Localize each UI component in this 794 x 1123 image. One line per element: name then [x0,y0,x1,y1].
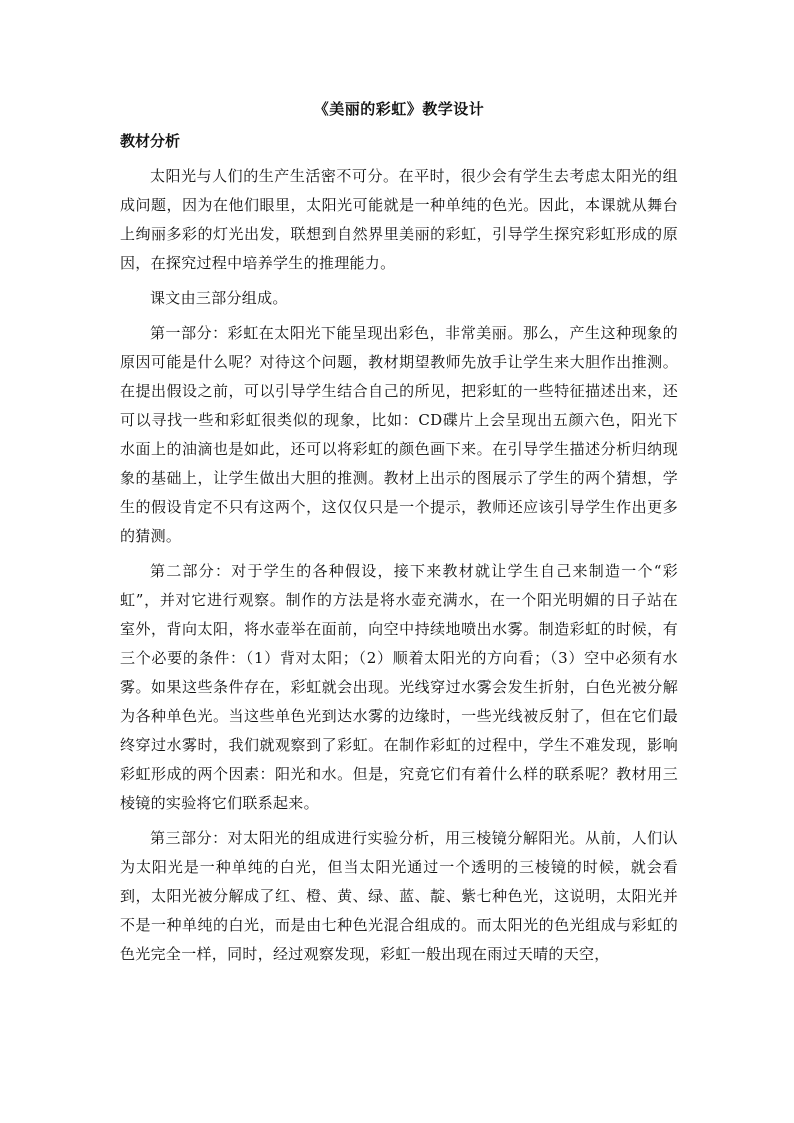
paragraph-intro: 太阳光与人们的生产生活密不可分。在平时，很少会有学生去考虑太阳光的组成问题，因为在他们眼里，太阳光可能就是一种单纯的色光。因此，本课就从舞台上绚丽多彩的灯光出发，联想到自然界里美丽的彩虹，引导学生探究彩虹形成的原因，在探究过程中培养学生的推理能力。 [120,167,678,272]
document-page [120,98,678,975]
section-heading: 教材分析 [120,132,181,150]
paragraph-structure: 课文由三部分组成。 [150,289,288,307]
paragraph-part-three: 第三部分：对太阳光的组成进行实验分析，用三棱镜分解阳光。从前，人们认为太阳光是一种单纯的白光，但当太阳光通过一个透明的三棱镜的时候，就会看到，太阳光被分解成了红、橙、黄、绿、蓝、靛、紫七种色光，这说明，太阳光并不是一种单纯的白光，而是由七种色光混合组成的。而太阳光的色光组成与彩虹的色光完全一样，同时，经过观察发现，彩虹一般出现在雨过天晴的天空， [120,829,678,963]
paragraph-part-two: 第二部分：对于学生的各种假设，接下来教材就让学生自己来制造一个“彩虹”，并对它进行观察。制作的方法是将水壶充满水，在一个阳光明媚的日子站在室外，背向太阳，将水壶举在面前，向空中持续地喷出水雾。制造彩虹的时候，有三个必要的条件：（1）背对太阳；（2）顺着太阳光的方向看；（3）空中必须有水雾。如果这些条件存在，彩虹就会出现。光线穿过水雾会发生折射，白色光被分解为各种单色光。当这些单色光到达水雾的边缘时，一些光线被反射了，但在它们最终穿过水雾时，我们就观察到了彩虹。在制作彩虹的过程中，学生不难发现，影响彩虹形成的两个因素：阳光和水。但是，究竟它们有着什么样的联系呢？教材用三棱镜的实验将它们联系起来。 [120,562,678,812]
paragraph-part-one: 第一部分：彩虹在太阳光下能呈现出彩色，非常美丽。那么，产生这种现象的原因可能是什么呢？对待这个问题，教材期望教师先放手让学生来大胆作出推测。在提出假设之前，可以引导学生结合自己的所见，把彩虹的一些特征描述出来，还可以寻找一些和彩虹很类似的现象，比如：CD碟片上会呈现出五颜六色，阳光下水面上的油滴也是如此，还可以将彩虹的颜色画下来。在引导学生描述分析归纳现象的基础上，让学生做出大胆的推测。教材上出示的图展示了学生的两个猜想，学生的假设肯定不只有这两个，这仅仅只是一个提示，教师还应该引导学生作出更多的猜测。 [120,324,678,545]
document-title: 《美丽的彩虹》教学设计 [313,100,485,118]
